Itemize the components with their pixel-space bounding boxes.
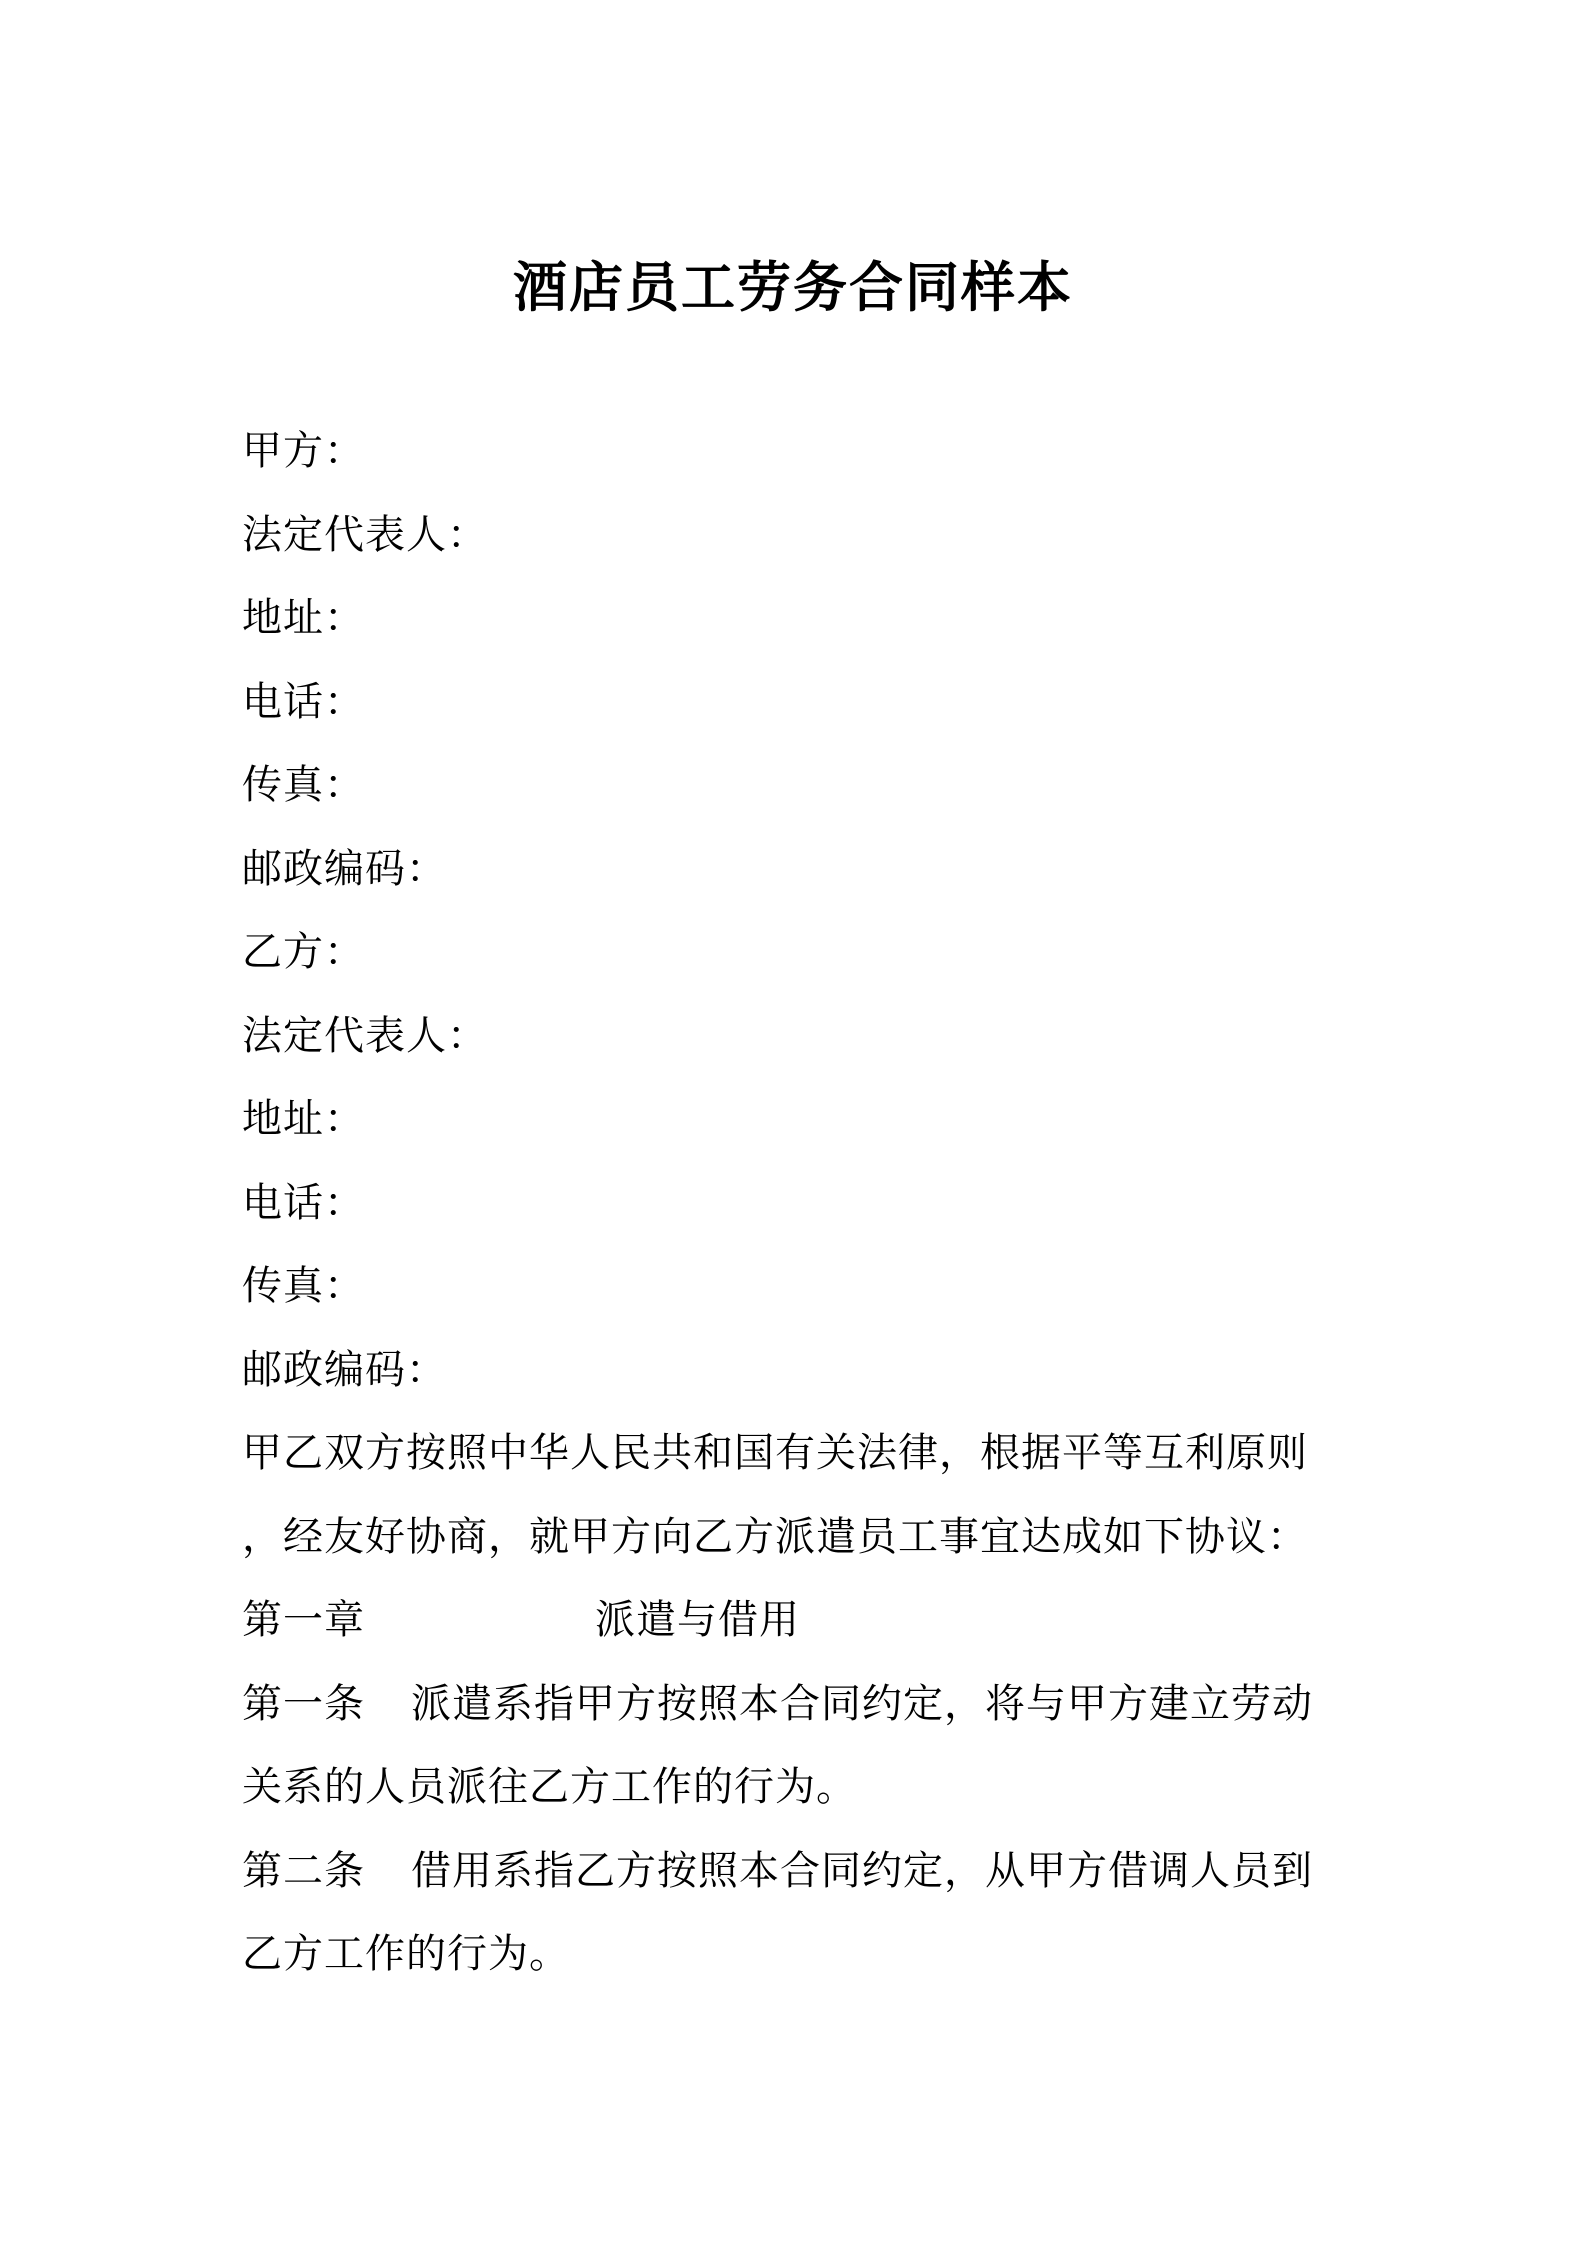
- article-2-line-1: [242, 1830, 1362, 1914]
- document-body: [242, 410, 1362, 1997]
- party-a-phone-label: 电话：: [242, 678, 365, 725]
- party-b-representative-label: 法定代表人：: [242, 1012, 488, 1059]
- party-a-postcode-label: 邮政编码：: [242, 845, 447, 892]
- article-2-line-2: 乙方工作的行为。: [242, 1931, 570, 1977]
- chapter-number: 第一章: [242, 1597, 365, 1643]
- preamble-line-2: ，经友好协商，就甲方向乙方派遣员工事宜达成如下协议：: [242, 1513, 1308, 1560]
- article-2-text-1: 借用系指乙方按照本合同约定，从甲方借调人员到: [411, 1847, 1313, 1894]
- chapter-title: 派遣与借用: [595, 1597, 800, 1643]
- party-b-postcode-label: 邮政编码：: [242, 1346, 447, 1393]
- party-a-label: 甲方：: [242, 428, 365, 474]
- party-a-address-label: 地址：: [242, 595, 365, 641]
- party-a-representative-label: 法定代表人：: [242, 511, 488, 558]
- article-1-line-1: [242, 1663, 1362, 1747]
- article-2-number: 第二条: [242, 1847, 365, 1894]
- article-1-number: 第一条: [242, 1680, 365, 1727]
- preamble-line-1: 甲乙双方按照中华人民共和国有关法律，根据平等互利原则: [242, 1430, 1308, 1476]
- party-b-fax-label: 传真：: [242, 1263, 365, 1309]
- party-b-label: 乙方：: [242, 929, 365, 975]
- chapter-heading: [242, 1579, 1362, 1663]
- party-b-address-label: 地址：: [242, 1096, 365, 1142]
- party-b-phone-label: 电话：: [242, 1179, 365, 1226]
- party-a-fax-label: 传真：: [242, 762, 365, 808]
- article-1-line-2: 关系的人员派往乙方工作的行为。: [242, 1764, 857, 1810]
- document-title: 酒店员工劳务合同样本: [513, 256, 1073, 319]
- article-1-text-1: 派遣系指甲方按照本合同约定，将与甲方建立劳动: [411, 1680, 1313, 1727]
